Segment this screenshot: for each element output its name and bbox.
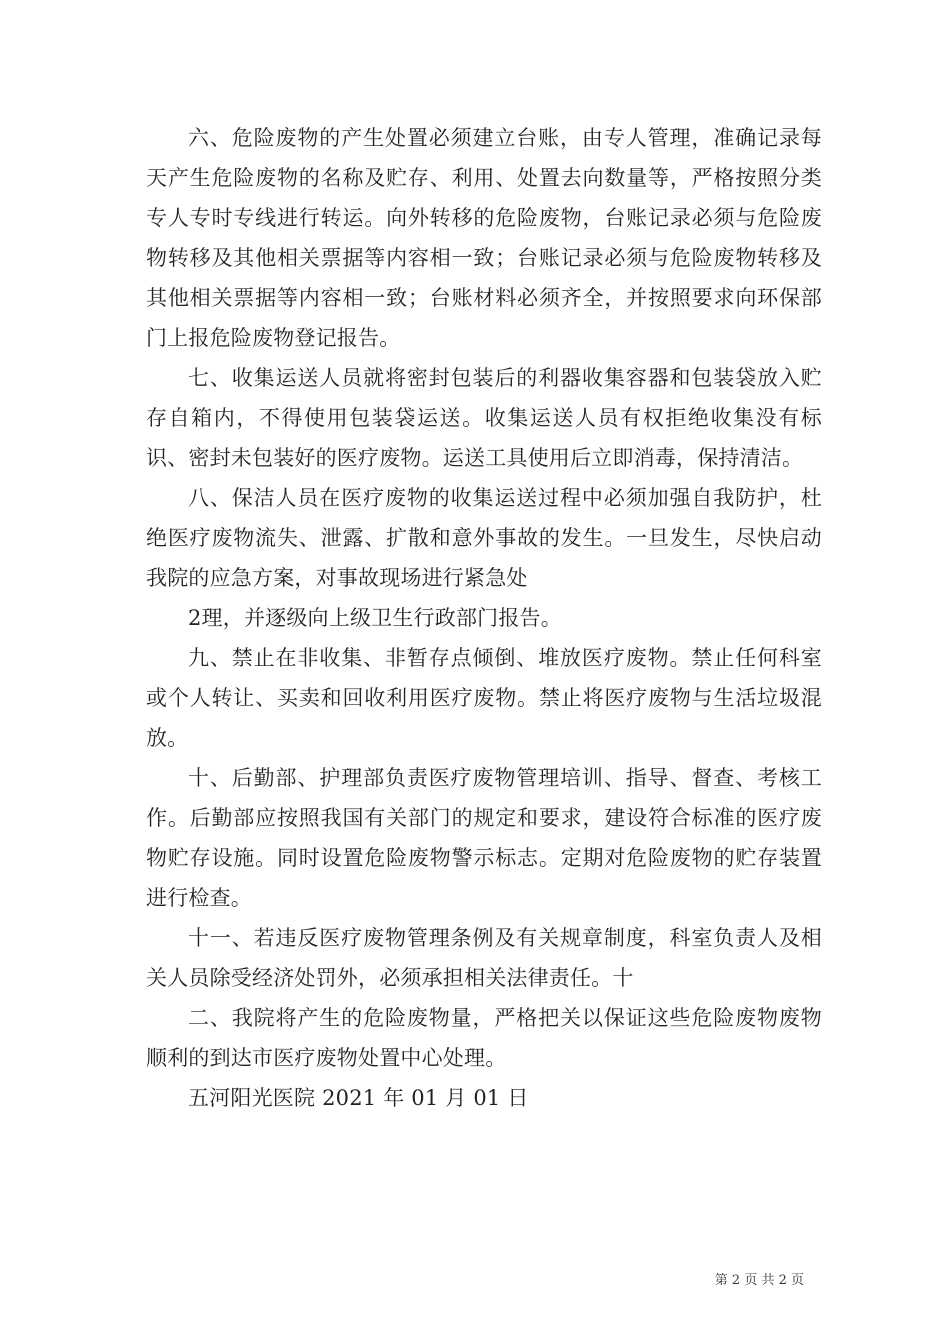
paragraph-7: 七、收集运送人员就将密封包装后的利器收集容器和包装袋放入贮存自箱内，不得使用包装袋运送。收集运送人员有权拒绝收集没有标识、密封未包装好的医疗废物。运送工具使用后立即消毒，保持清洁。 — [146, 366, 822, 470]
paragraph-9: 九、禁止在非收集、非暂存点倾倒、堆放医疗废物。禁止任何科室或个人转让、买卖和回收利用医疗废物。禁止将医疗废物与生活垃圾混放。 — [146, 646, 822, 750]
signature-date: 五河阳光医院 2021 年 01 月 01 日 — [188, 1086, 529, 1110]
paragraph-8: 八、保洁人员在医疗废物的收集运送过程中必须加强自我防护，杜绝医疗废物流失、泄露、扩散和意外事故的发生。一旦发生，尽快启动我院的应急方案，对事故现场进行紧急处 — [146, 486, 822, 590]
page-number: 第 2 页 共 2 页 — [714, 1273, 804, 1288]
paragraph-11: 十一、若违反医疗废物管理条例及有关规章制度，科室负责人及相关人员除受经济处罚外，必须承担相关法律责任。十 — [146, 926, 822, 990]
paragraph-8-continued: 2理，并逐级向上级卫生行政部门报告。 — [188, 606, 562, 630]
document-body — [146, 118, 822, 1118]
paragraph-10: 十、后勤部、护理部负责医疗废物管理培训、指导、督查、考核工作。后勤部应按照我国有关部门的规定和要求，建设符合标准的医疗废物贮存设施。同时设置危险废物警示标志。定期对危险废物的贮存装置进行检查。 — [146, 766, 822, 910]
paragraph-6: 六、危险废物的产生处置必须建立台账，由专人管理，准确记录每天产生危险废物的名称及贮存、利用、处置去向数量等，严格按照分类专人专时专线进行转运。向外转移的危险废物，台账记录必须与危险废物转移及其他相关票据等内容相一致；台账记录必须与危险废物转移及其他相关票据等内容相一致；台账材料必须齐全，并按照要求向环保部门上报危险废物登记报告。 — [146, 126, 822, 350]
paragraph-12: 二、我院将产生的危险废物量，严格把关以保证这些危险废物废物顺利的到达市医疗废物处置中心处理。 — [146, 1006, 822, 1070]
